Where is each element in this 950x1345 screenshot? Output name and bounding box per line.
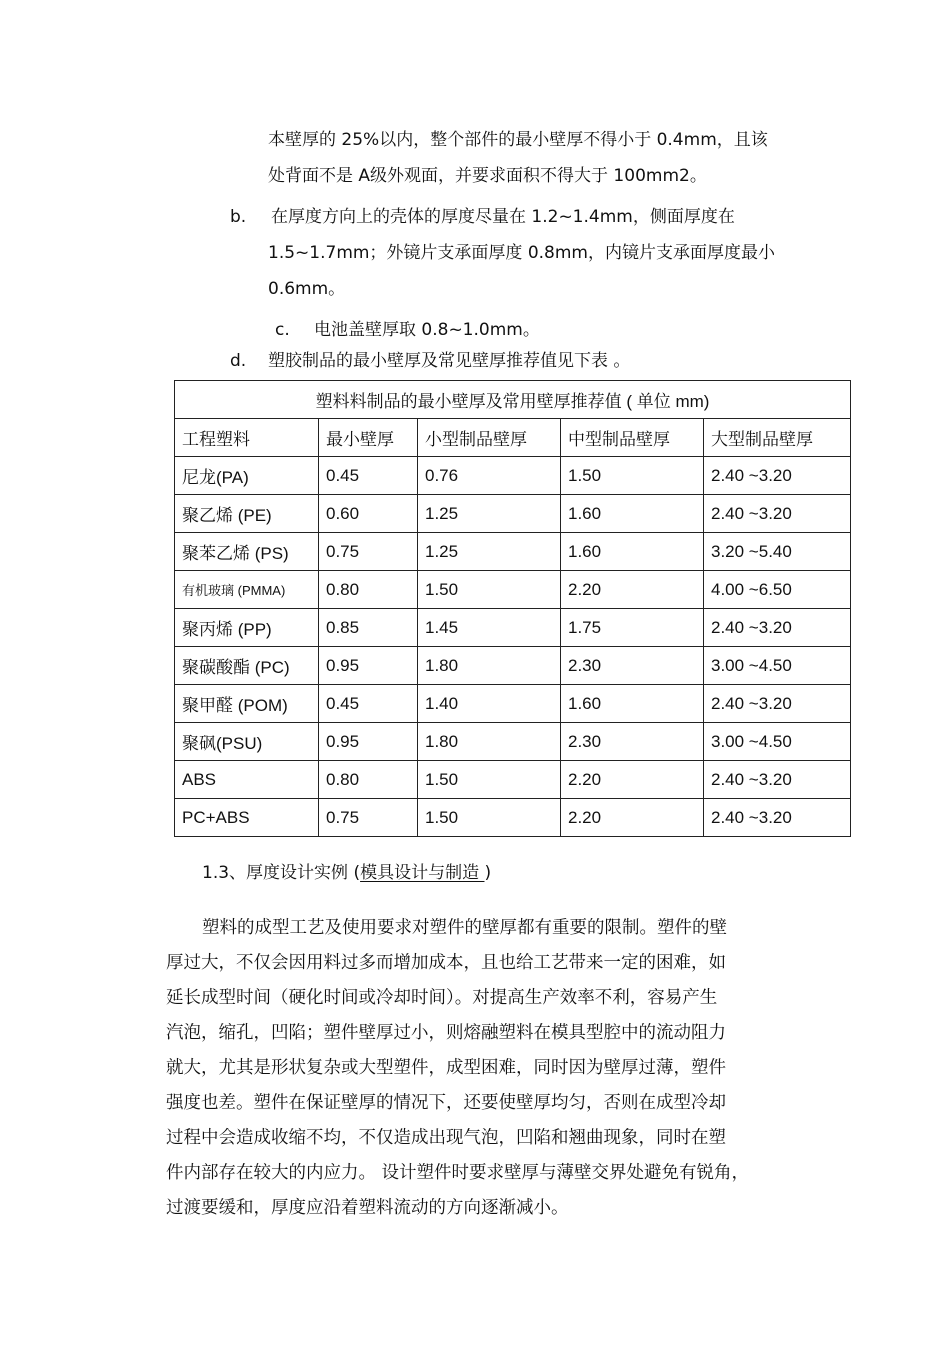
paragraph-line: 厚过大，不仅会因用料过多而增加成本，且也给工艺带来一定的困难，如	[166, 953, 726, 973]
paragraph-line: 延长成型时间（硬化时间或冷却时间）。对提高生产效率不利，容易产生	[166, 988, 718, 1008]
table-cell: 1.60	[561, 685, 704, 723]
table-cell: 2.40 ~3.20	[704, 495, 851, 533]
table-cell: 2.30	[561, 647, 704, 685]
table-row	[175, 647, 851, 685]
item-b-marker: b.	[230, 207, 247, 227]
material-cell: ABS	[175, 761, 319, 799]
table-cell: 3.00 ~4.50	[704, 723, 851, 761]
item-b-line-2: 1.5~1.7mm；外镜片支承面厚度 0.8mm，内镜片支承面厚度最小	[268, 243, 775, 263]
header-cell: 大型制品壁厚	[704, 419, 851, 457]
table-cell: 1.25	[418, 495, 561, 533]
table-cell: 0.76	[418, 457, 561, 495]
header-cell: 工程塑料	[175, 419, 319, 457]
table-cell: 1.80	[418, 723, 561, 761]
intro-line-1: 本壁厚的 25%以内，整个部件的最小壁厚不得小于 0.4mm，且该	[268, 130, 768, 150]
material-cell: 聚碳酸酯 (PC)	[175, 647, 319, 685]
table-cell: 2.30	[561, 723, 704, 761]
table-cell: 1.80	[418, 647, 561, 685]
table-cell: 2.20	[561, 799, 704, 837]
table-cell: 1.50	[418, 571, 561, 609]
table-cell: 1.60	[561, 495, 704, 533]
table-cell: 1.25	[418, 533, 561, 571]
table-cell: 0.60	[319, 495, 418, 533]
table-row	[175, 571, 851, 609]
material-cell: PC+ABS	[175, 799, 319, 837]
table-cell: 2.20	[561, 571, 704, 609]
item-d-text: 塑胶制品的最小壁厚及常见壁厚推荐值见下表 。	[268, 351, 631, 371]
paragraph-line: 过渡要缓和，厚度应沿着塑料流动的方向逐渐减小。	[166, 1198, 569, 1218]
table-cell: 0.85	[319, 609, 418, 647]
table-cell: 1.45	[418, 609, 561, 647]
item-c-marker: c.	[275, 320, 290, 340]
item-c-text: 电池盖壁厚取 0.8~1.0mm。	[314, 320, 540, 340]
table-caption-row	[175, 381, 851, 419]
paragraph-line: 过程中会造成收缩不均，不仅造成出现气泡，凹陷和翘曲现象，同时在塑	[166, 1128, 726, 1148]
table-cell: 1.50	[418, 799, 561, 837]
material-cell: 聚乙烯 (PE)	[175, 495, 319, 533]
material-cell: 聚砜(PSU)	[175, 723, 319, 761]
paragraph-line: 件内部存在较大的内应力。 设计塑件时要求壁厚与薄壁交界处避免有锐角，	[166, 1163, 750, 1183]
material-cell: 聚苯乙烯 (PS)	[175, 533, 319, 571]
table-cell: 3.20 ~5.40	[704, 533, 851, 571]
table-row	[175, 761, 851, 799]
item-d-marker: d.	[230, 351, 247, 371]
table-cell: 0.45	[319, 685, 418, 723]
paragraph-line: 塑料的成型工艺及使用要求对塑件的壁厚都有重要的限制。塑件的壁	[202, 918, 727, 938]
table-cell: 1.50	[418, 761, 561, 799]
table-cell: 1.60	[561, 533, 704, 571]
table-cell: 1.50	[561, 457, 704, 495]
table-cell: 0.80	[319, 761, 418, 799]
header-cell: 最小壁厚	[319, 419, 418, 457]
table-row	[175, 685, 851, 723]
item-b-line-1: 在厚度方向上的壳体的厚度尽量在 1.2~1.4mm，侧面厚度在	[271, 207, 735, 227]
paragraph-line: 就大，尤其是形状复杂或大型塑件，成型困难，同时因为壁厚过薄，塑件	[166, 1058, 726, 1078]
header-cell: 中型制品壁厚	[561, 419, 704, 457]
material-cell: 聚丙烯 (PP)	[175, 609, 319, 647]
table-cell: 2.40 ~3.20	[704, 761, 851, 799]
header-cell: 小型制品壁厚	[418, 419, 561, 457]
table-cell: 0.95	[319, 647, 418, 685]
section-suffix: )	[484, 863, 492, 883]
table-cell: 0.75	[319, 799, 418, 837]
mold-design-link[interactable]: 模具设计与制造	[360, 863, 485, 883]
paragraph-line: 强度也差。塑件在保证壁厚的情况下，还要使壁厚均匀，否则在成型冷却	[166, 1093, 726, 1113]
material-cell: 有机玻璃 (PMMA)	[175, 571, 319, 609]
table-cell: 3.00 ~4.50	[704, 647, 851, 685]
table-cell: 2.40 ~3.20	[704, 457, 851, 495]
material-cell: 聚甲醛 (POM)	[175, 685, 319, 723]
table-row	[175, 723, 851, 761]
table-cell: 0.80	[319, 571, 418, 609]
table-cell: 2.40 ~3.20	[704, 685, 851, 723]
material-cell: 尼龙(PA)	[175, 457, 319, 495]
table-header-row	[175, 419, 851, 457]
table-caption: 塑料料制品的最小壁厚及常用壁厚推荐值 ( 单位 mm)	[175, 381, 851, 419]
table-row	[175, 533, 851, 571]
intro-line-2: 处背面不是 A级外观面，并要求面积不得大于 100mm2。	[268, 166, 707, 186]
table-cell: 0.45	[319, 457, 418, 495]
table-cell: 2.40 ~3.20	[704, 609, 851, 647]
table-cell: 1.75	[561, 609, 704, 647]
table-cell: 0.75	[319, 533, 418, 571]
table-cell: 2.20	[561, 761, 704, 799]
wall-thickness-table	[174, 380, 851, 837]
table-row	[175, 799, 851, 837]
item-b-line-3: 0.6mm。	[268, 279, 346, 299]
table-row	[175, 609, 851, 647]
section-heading	[202, 862, 491, 884]
paragraph-line: 汽泡，缩孔，凹陷；塑件壁厚过小，则熔融塑料在模具型腔中的流动阻力	[166, 1023, 726, 1043]
table-row	[175, 495, 851, 533]
table-cell: 0.95	[319, 723, 418, 761]
table-cell: 2.40 ~3.20	[704, 799, 851, 837]
table-cell: 4.00 ~6.50	[704, 571, 851, 609]
table-cell: 1.40	[418, 685, 561, 723]
section-prefix: 1.3、厚度设计实例 (	[202, 863, 361, 883]
table-row	[175, 457, 851, 495]
